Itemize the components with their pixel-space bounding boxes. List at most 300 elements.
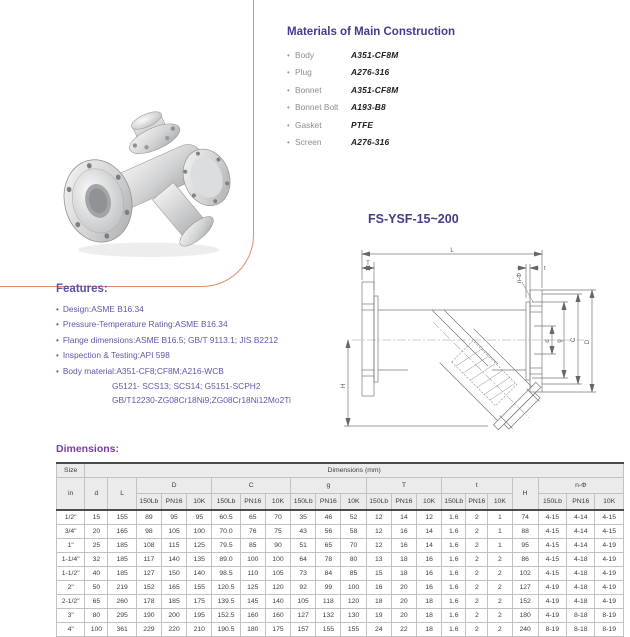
table-cell: 152.5 (212, 609, 240, 623)
label-L: L (450, 248, 454, 254)
table-cell: 89 (136, 510, 161, 525)
table-cell: 4-19 (595, 567, 624, 581)
table-cell: 160 (265, 609, 290, 623)
table-cell: 1.6 (442, 510, 466, 525)
label-n-phi: n-Φ (517, 272, 523, 284)
table-cell: 76 (240, 525, 265, 539)
table-cell: 12 (366, 525, 391, 539)
table-cell: 18 (391, 567, 416, 581)
header-size: Size (57, 463, 85, 478)
table-cell: 155 (108, 510, 136, 525)
table-cell: 100 (187, 525, 212, 539)
table-cell: 95 (512, 539, 538, 553)
table-cell: 219 (108, 581, 136, 595)
table-cell: 92 (291, 581, 316, 595)
model-heading: FS-YSF-15~200 (368, 212, 459, 226)
table-cell: 24 (366, 623, 391, 637)
table-cell: 127 (512, 581, 538, 595)
table-cell: 74 (512, 510, 538, 525)
table-cell: 16 (391, 525, 416, 539)
bullet-icon: • (287, 85, 290, 95)
table-cell: 22 (391, 623, 416, 637)
header-group-g: g (291, 478, 367, 494)
table-cell: 130 (341, 609, 366, 623)
bullet-icon: • (287, 51, 290, 60)
header-group-n-phi: n-Φ (538, 478, 623, 494)
table-cell: 4-19 (538, 581, 566, 595)
material-label: Screen (295, 136, 322, 147)
product-photo (51, 97, 241, 265)
table-cell: 178 (136, 595, 161, 609)
table-cell: 2 (488, 581, 512, 595)
table-cell: 4-14 (567, 539, 595, 553)
table-cell: 100 (240, 553, 265, 567)
table-cell: 120.5 (212, 581, 240, 595)
feature-text: Design:ASME B16.34 (62, 304, 144, 314)
table-cell: 1.6 (442, 525, 466, 539)
table-cell: 79.5 (212, 539, 240, 553)
table-cell: 105 (265, 567, 290, 581)
table-cell: 120 (265, 581, 290, 595)
header-sub: 150Lb (366, 494, 391, 511)
table-cell: 4-19 (538, 595, 566, 609)
table-cell: 4-19 (595, 539, 624, 553)
table-cell: 84 (316, 567, 341, 581)
table-cell: 18 (417, 595, 442, 609)
table-cell: 105 (291, 595, 316, 609)
table-cell: 229 (136, 623, 161, 637)
table-cell: 85 (341, 567, 366, 581)
bullet-icon: • (56, 335, 59, 345)
table-cell: 65 (240, 510, 265, 525)
table-cell: 15 (366, 567, 391, 581)
table-cell: 2 (466, 510, 488, 525)
table-cell: 185 (108, 539, 136, 553)
table-cell: 2 (466, 581, 488, 595)
bullet-icon: • (287, 120, 290, 130)
header-sub: 150Lb (212, 494, 240, 511)
table-cell: 4-15 (538, 510, 566, 525)
table-cell: 64 (291, 553, 316, 567)
material-label: Bonnet Bolt (295, 102, 339, 113)
table-cell: 15 (85, 510, 108, 525)
table-cell: 56 (316, 525, 341, 539)
material-value: PTFE (351, 119, 374, 130)
dimensions-table (56, 462, 624, 637)
table-cell: 139.5 (212, 595, 240, 609)
label-t: t (544, 266, 546, 272)
table-cell: 140 (161, 553, 186, 567)
right-flange-outline (530, 290, 542, 392)
material-label: Gasket (295, 119, 322, 130)
table-cell: 140 (187, 567, 212, 581)
table-cell: 8-18 (567, 609, 595, 623)
table-cell: 4-14 (567, 510, 595, 525)
table-cell: 132 (316, 609, 341, 623)
table-cell: 89.0 (212, 553, 240, 567)
table-cell: 165 (108, 525, 136, 539)
table-cell: 1" (57, 539, 85, 553)
table-cell: 1-1/2" (57, 567, 85, 581)
material-label: Bonnet (295, 84, 322, 95)
feature-text: Pressure-Temperature Rating:ASME B16.34 (62, 319, 228, 330)
table-cell: 152 (136, 581, 161, 595)
table-cell: 4-15 (538, 553, 566, 567)
table-cell: 25 (85, 539, 108, 553)
table-cell: 58 (341, 525, 366, 539)
table-cell: 1.6 (442, 581, 466, 595)
table-cell: 127 (291, 609, 316, 623)
table-cell: 155 (341, 623, 366, 637)
table-cell: 4-19 (595, 581, 624, 595)
bullet-icon: • (56, 351, 59, 361)
bullet-icon: • (287, 68, 290, 78)
dimensions-section (56, 443, 624, 637)
feature-text: Inspection & Testing:API 598 (62, 350, 170, 361)
table-cell: 295 (108, 609, 136, 623)
table-cell: 98 (136, 525, 161, 539)
feature-continuation: GB/T12230-ZG08Cr18Ni9;ZG08Cr18Ni12Mo2Ti (112, 395, 291, 406)
table-cell: 4-18 (567, 595, 595, 609)
table-cell: 100 (85, 623, 108, 637)
materials-title: Materials of Main Construction (287, 26, 456, 38)
table-cell: 50 (85, 581, 108, 595)
table-cell: 185 (108, 553, 136, 567)
table-row (57, 581, 624, 595)
table-cell: 1.6 (442, 553, 466, 567)
table-cell: 32 (85, 553, 108, 567)
table-cell: 2 (488, 623, 512, 637)
table-cell: 135 (187, 553, 212, 567)
bullet-icon: • (287, 137, 290, 147)
table-cell: 152 (512, 595, 538, 609)
table-cell: 65 (85, 595, 108, 609)
header-group-D: D (136, 478, 212, 494)
table-cell: 90 (265, 539, 290, 553)
material-row (287, 137, 622, 154)
table-cell: 2 (488, 553, 512, 567)
table-row (57, 510, 624, 525)
table-cell: 95 (187, 510, 212, 525)
table-cell: 1/2" (57, 510, 85, 525)
table-cell: 210 (187, 623, 212, 637)
features-section (56, 283, 396, 408)
table-cell: 140 (265, 595, 290, 609)
table-cell: 4-19 (595, 553, 624, 567)
table-cell: 18 (417, 609, 442, 623)
table-cell: 125 (187, 539, 212, 553)
table-row (57, 553, 624, 567)
table-cell: 20 (391, 595, 416, 609)
material-value: A276-316 (351, 67, 390, 78)
table-cell: 4-14 (567, 525, 595, 539)
feature-item (56, 333, 396, 348)
table-cell: 2 (466, 553, 488, 567)
table-cell: 2 (488, 567, 512, 581)
table-cell: 4" (57, 623, 85, 637)
table-cell: 73 (291, 567, 316, 581)
table-cell: 200 (161, 609, 186, 623)
table-row (57, 525, 624, 539)
table-cell: 65 (316, 539, 341, 553)
table-cell: 102 (512, 567, 538, 581)
table-cell: 20 (391, 581, 416, 595)
table-cell: 150 (161, 567, 186, 581)
material-row (287, 120, 622, 137)
table-cell: 14 (417, 525, 442, 539)
table-cell: 175 (187, 595, 212, 609)
features-title: Features: (56, 283, 108, 295)
table-cell: 155 (187, 581, 212, 595)
table-cell: 1-1/4" (57, 553, 85, 567)
table-cell: 86 (512, 553, 538, 567)
table-cell: 1 (488, 539, 512, 553)
dimensions-title: Dimensions: (56, 443, 120, 455)
table-cell: 70 (265, 510, 290, 525)
table-cell: 240 (512, 623, 538, 637)
table-cell: 155 (316, 623, 341, 637)
table-cell: 14 (391, 510, 416, 525)
table-cell: 60.5 (212, 510, 240, 525)
table-cell: 2 (466, 539, 488, 553)
header-in: in (57, 478, 85, 511)
header-sub: 150Lb (442, 494, 466, 511)
feature-item (56, 317, 396, 332)
feature-item (56, 348, 396, 363)
branch (411, 300, 550, 430)
table-cell: 110 (240, 567, 265, 581)
table-cell: 2 (488, 609, 512, 623)
table-cell: 80 (341, 553, 366, 567)
table-cell: 16 (417, 553, 442, 567)
table-cell: 46 (316, 510, 341, 525)
table-cell: 1.6 (442, 567, 466, 581)
table-cell: 8-19 (595, 623, 624, 637)
table-cell: 125 (240, 581, 265, 595)
table-cell: 16 (417, 567, 442, 581)
header-sub: 150Lb (538, 494, 566, 511)
header-sub: 10K (488, 494, 512, 511)
table-cell: 2" (57, 581, 85, 595)
photo-shadow (78, 243, 219, 257)
table-cell: 75 (265, 525, 290, 539)
bullet-icon: • (56, 320, 59, 330)
table-cell: 16 (391, 539, 416, 553)
table-cell: 2 (466, 623, 488, 637)
table-row (57, 539, 624, 553)
label-C: C (571, 337, 577, 343)
table-cell: 190 (136, 609, 161, 623)
table-cell: 100 (341, 581, 366, 595)
table-cell: 35 (291, 510, 316, 525)
table-cell: 2 (466, 525, 488, 539)
header-sub: PN16 (316, 494, 341, 511)
table-cell: 117 (136, 553, 161, 567)
header-sub: PN16 (240, 494, 265, 511)
table-cell: 13 (366, 553, 391, 567)
header-sub: PN16 (161, 494, 186, 511)
material-value: A351-CF8M (351, 50, 399, 60)
table-cell: 85 (240, 539, 265, 553)
header-sub: PN16 (567, 494, 595, 511)
header-H: H (512, 478, 538, 511)
table-cell: 70.0 (212, 525, 240, 539)
table-cell: 1 (488, 510, 512, 525)
material-row (287, 67, 622, 84)
table-cell: 2 (466, 567, 488, 581)
header-d: d (85, 478, 108, 511)
table-cell: 18 (417, 623, 442, 637)
feature-item (56, 302, 396, 317)
table-cell: 3" (57, 609, 85, 623)
header-sub: 10K (187, 494, 212, 511)
table-cell: 185 (108, 567, 136, 581)
table-cell: 4-15 (538, 567, 566, 581)
material-label: Body (295, 50, 315, 60)
table-cell: 4-15 (595, 510, 624, 525)
table-cell: 118 (316, 595, 341, 609)
table-cell: 4-18 (567, 567, 595, 581)
header-group-t: t (442, 478, 512, 494)
left-flange (55, 152, 140, 249)
header-sub: PN16 (391, 494, 416, 511)
table-cell: 2 (466, 595, 488, 609)
table-cell: 4-19 (595, 595, 624, 609)
dimensions-table-body (57, 510, 624, 637)
table-cell: 120 (341, 595, 366, 609)
feature-text: Body material:A351-CF8;CF8M;A216-WCB (62, 365, 224, 376)
label-g: g (557, 339, 563, 343)
table-cell: 16 (417, 581, 442, 595)
table-cell: 1.6 (442, 609, 466, 623)
table-cell: 165 (161, 581, 186, 595)
table-cell: 2 (466, 609, 488, 623)
material-value: A351-CF8M (351, 84, 399, 95)
material-value: A276-316 (351, 136, 390, 147)
table-cell: 160 (240, 609, 265, 623)
table-cell: 4-15 (538, 525, 566, 539)
table-cell: 19 (366, 609, 391, 623)
header-group-C: C (212, 478, 291, 494)
table-cell: 12 (366, 539, 391, 553)
table-cell: 3/4" (57, 525, 85, 539)
table-row (57, 567, 624, 581)
table-cell: 4-19 (538, 609, 566, 623)
bullet-icon: • (56, 305, 59, 314)
product-photo-frame (0, 0, 254, 287)
bullet-icon: • (287, 103, 290, 113)
materials-section (287, 26, 622, 154)
table-cell: 1 (488, 525, 512, 539)
table-cell: 1.6 (442, 539, 466, 553)
table-cell: 52 (341, 510, 366, 525)
feature-item (56, 364, 396, 379)
table-cell: 4-18 (567, 553, 595, 567)
label-T: T (366, 261, 370, 267)
table-cell: 145 (240, 595, 265, 609)
table-cell: 70 (341, 539, 366, 553)
table-cell: 220 (161, 623, 186, 637)
material-row (287, 85, 622, 102)
header-sub: 10K (265, 494, 290, 511)
table-cell: 1.6 (442, 595, 466, 609)
label-H: H (341, 383, 347, 389)
table-cell: 195 (187, 609, 212, 623)
table-cell: 108 (136, 539, 161, 553)
table-cell: 4-15 (538, 539, 566, 553)
material-row (287, 102, 622, 119)
header-sub: 150Lb (136, 494, 161, 511)
table-header (57, 463, 624, 510)
table-cell: 78 (316, 553, 341, 567)
table-cell: 99 (316, 581, 341, 595)
material-label: Plug (295, 67, 312, 78)
table-cell: 14 (417, 539, 442, 553)
table-cell: 51 (291, 539, 316, 553)
material-value: A193-B8 (351, 102, 386, 113)
table-row (57, 609, 624, 623)
table-cell: 12 (366, 510, 391, 525)
header-dimensions-mm: Dimensions (mm) (85, 463, 624, 478)
table-cell: 8-19 (538, 623, 566, 637)
feature-continuation: G5121- SCS13; SCS14; G5151-SCPH2 (112, 381, 261, 392)
table-cell: 180 (240, 623, 265, 637)
table-cell: 40 (85, 567, 108, 581)
table-cell: 18 (366, 595, 391, 609)
header-sub: PN16 (466, 494, 488, 511)
header-L: L (108, 478, 136, 511)
header-sub: 150Lb (291, 494, 316, 511)
table-cell: 98.5 (212, 567, 240, 581)
table-cell: 18 (391, 553, 416, 567)
material-row (287, 50, 622, 67)
table-cell: 180 (512, 609, 538, 623)
table-cell: 190.5 (212, 623, 240, 637)
header-sub: 10K (595, 494, 624, 511)
table-cell: 361 (108, 623, 136, 637)
table-cell: 115 (161, 539, 186, 553)
table-cell: 157 (291, 623, 316, 637)
table-cell: 8-18 (567, 623, 595, 637)
table-cell: 100 (265, 553, 290, 567)
bullet-icon: • (56, 366, 59, 376)
table-cell: 95 (161, 510, 186, 525)
table-cell: 127 (136, 567, 161, 581)
table-cell: 12 (417, 510, 442, 525)
features-list (56, 302, 396, 379)
table-cell: 4-15 (595, 525, 624, 539)
header-sub: 10K (341, 494, 366, 511)
table-cell: 260 (108, 595, 136, 609)
table-cell: 16 (366, 581, 391, 595)
label-D: D (585, 339, 591, 345)
table-cell: 175 (265, 623, 290, 637)
header-sub: 10K (417, 494, 442, 511)
table-cell: 20 (85, 525, 108, 539)
feature-text: Flange dimensions:ASME B16.5; GB/T 9113.1; JIS B2212 (62, 334, 279, 345)
table-cell: 2-1/2" (57, 595, 85, 609)
label-d: d (545, 339, 551, 343)
table-cell: 185 (161, 595, 186, 609)
table-cell: 2 (488, 595, 512, 609)
header-group-T: T (366, 478, 442, 494)
table-cell: 88 (512, 525, 538, 539)
table-cell: 8-19 (595, 609, 624, 623)
table-cell: 4-18 (567, 581, 595, 595)
table-cell: 1.6 (442, 623, 466, 637)
table-row (57, 595, 624, 609)
table-cell: 43 (291, 525, 316, 539)
